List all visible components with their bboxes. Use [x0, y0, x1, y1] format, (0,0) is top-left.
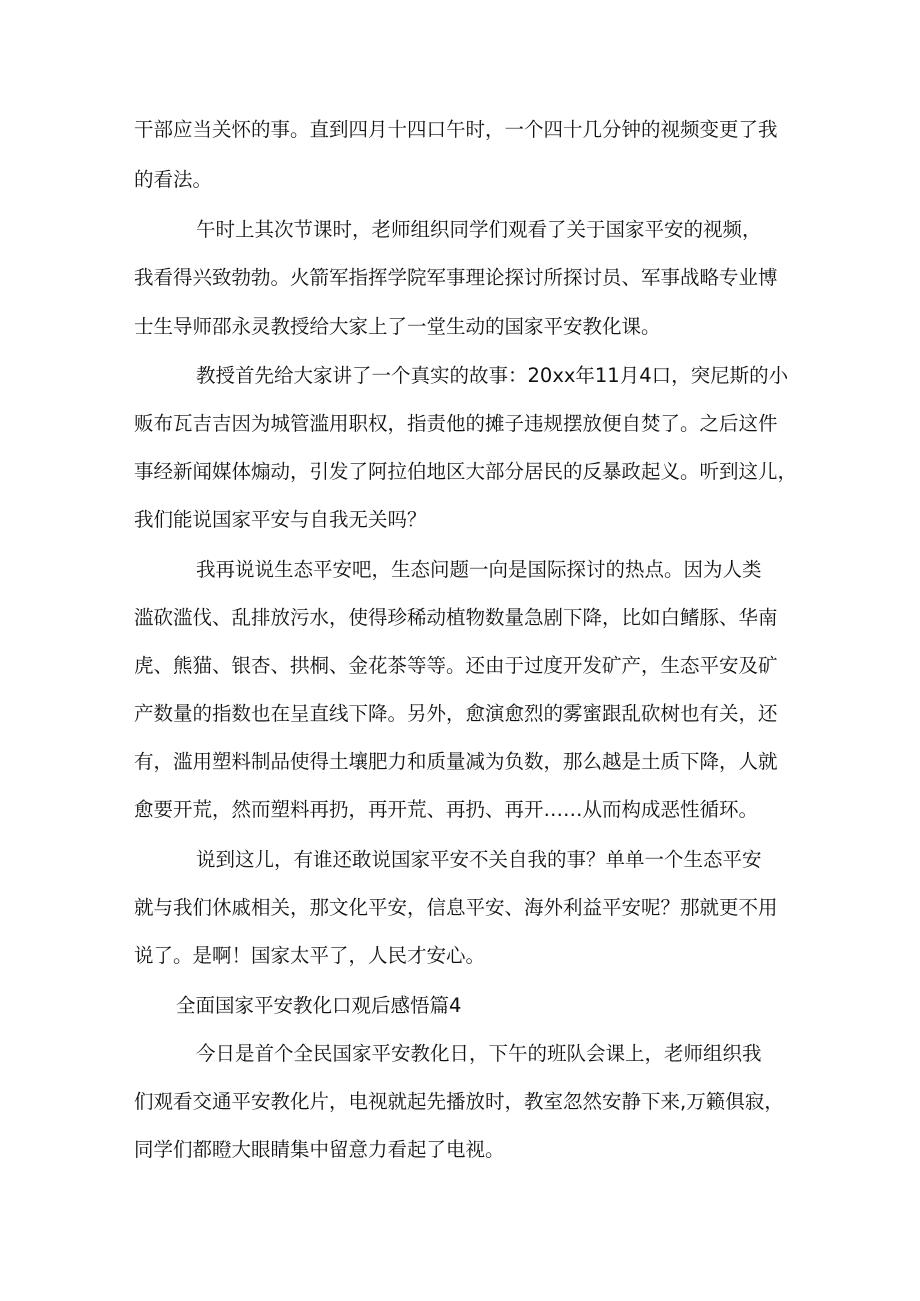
paragraph-3-line-2: 贩布瓦吉吉因为城管滥用职权，指责他的摊子违规摆放便自焚了。之后这件 — [134, 412, 778, 435]
paragraph-4-line-4: 产数量的指数也在呈直线下降。另外，愈演愈烈的雾蜜跟乱砍树也有关，还 — [134, 702, 778, 725]
paragraph-5-line-1: 说到这儿，有谁还敢说国家平安不关自我的事？单单一个生态平安 — [196, 848, 762, 871]
paragraph-1-line-2: 的看法。 — [134, 168, 213, 191]
paragraph-7-line-1: 今日是首个全民国家平安教化日，下午的班队会课上，老师组织我 — [196, 1042, 762, 1065]
paragraph-7-line-3: 同学们都瞪大眼睛集中留意力看起了电视。 — [134, 1138, 505, 1161]
paragraph-1-line-1: 干部应当关怀的事。直到四月十四口午时，一个四十几分钟的视频变更了我 — [134, 118, 778, 141]
paragraph-5-line-2: 就与我们休戚相关，那文化平安，信息平安、海外利益平安呢？那就更不用 — [134, 896, 778, 919]
paragraph-7-line-2: 们观看交通平安教化片，电视就起先播放时，教室忽然安静下来,万籁俱寂， — [134, 1090, 784, 1113]
paragraph-4-line-6: 愈要开荒，然而塑料再扔，再开荒、再扔、再开……从而构成恶性循环。 — [134, 798, 759, 821]
paragraph-4-line-3: 虎、熊猫、银杏、拱桐、金花茶等等。还由于过度开发矿产，生态平安及矿 — [134, 654, 778, 677]
paragraph-4-line-5: 有，滥用塑料制品使得土壤肥力和质量减为负数，那么越是土质下降，人就 — [134, 750, 778, 773]
section-heading: 全面国家平安教化口观后感悟篇4 — [176, 994, 462, 1017]
paragraph-3-line-3: 事经新闻媒体煽动，引发了阿拉伯地区大部分居民的反暴政起义。听到这儿， — [134, 460, 798, 483]
paragraph-4-line-1: 我再说说生态平安吧，生态问题一向是国际探讨的热点。因为人类 — [196, 558, 762, 581]
paragraph-5-line-3: 说了。是啊！国家太平了，人民才安心。 — [134, 944, 486, 967]
paragraph-2-line-2: 我看得兴致勃勃。火箭军指挥学院军事理论探讨所探讨员、军事战略专业博 — [134, 266, 778, 289]
paragraph-4-line-2: 滥砍滥伐、乱排放污水，使得珍稀动植物数量急剧下降，比如白鳍豚、华南 — [134, 606, 778, 629]
paragraph-2-line-3: 士生导师邵永灵教授给大家上了一堂生动的国家平安教化课。 — [134, 315, 661, 338]
paragraph-3-line-4: 我们能说国家平安与自我无关吗？ — [134, 508, 427, 531]
paragraph-3-line-1: 教授首先给大家讲了一个真实的故事：20xx年11月4口，突尼斯的小 — [196, 364, 789, 387]
paragraph-2-line-1: 午时上其次节课时，老师组织同学们观看了关于国家平安的视频， — [196, 218, 762, 241]
